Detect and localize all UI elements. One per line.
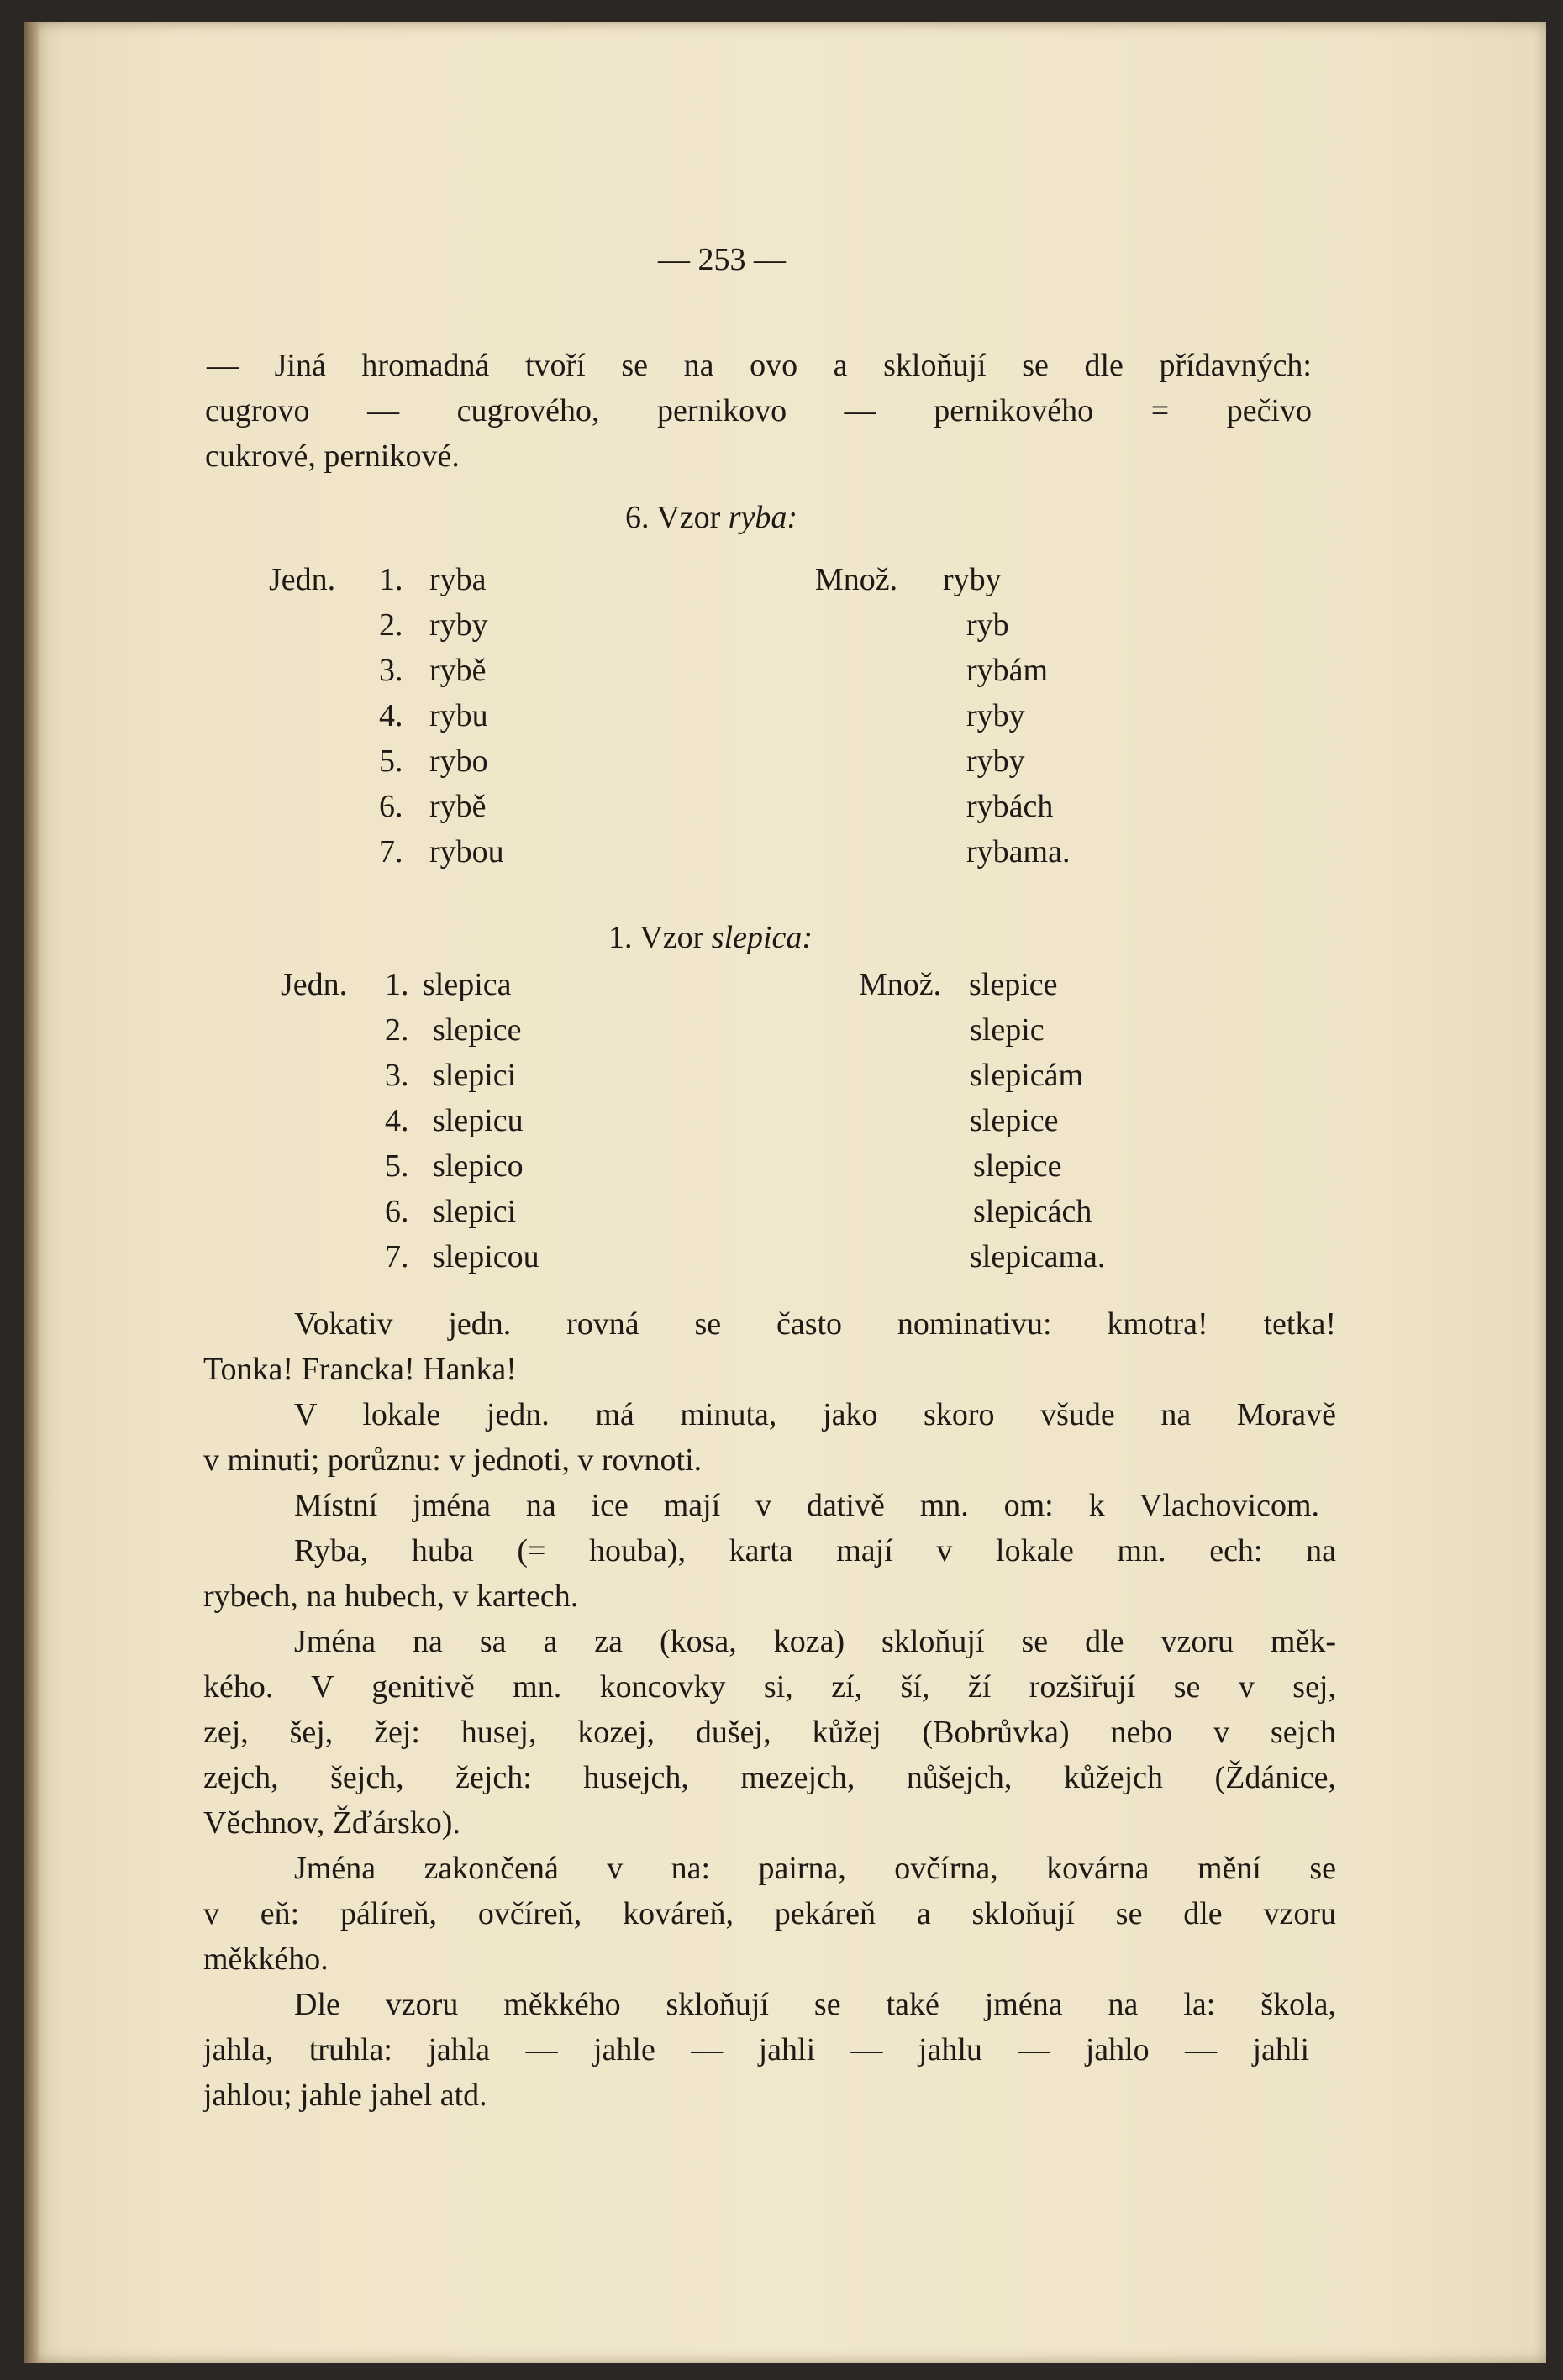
ryba-heading-prefix: 6. Vzor: [625, 500, 721, 535]
slepica-plural-form: slepice: [970, 1103, 1059, 1138]
slepica-plural-form: slepic: [970, 1012, 1045, 1048]
slepica-singular-form: slepici: [433, 1058, 517, 1093]
ryba-heading: [625, 495, 797, 540]
ryba-singular-form: ryby: [429, 607, 488, 643]
intro-line-3: cukrové, pernikové.: [205, 439, 460, 474]
ryba-plural-form: rybách: [966, 789, 1054, 824]
slepica-plural-form: slepice: [973, 1148, 1062, 1184]
slepica-plural-form: slepicám: [970, 1058, 1084, 1093]
ryba-singular-form: rybo: [429, 743, 488, 779]
ryba-plural-form: ryby: [943, 562, 1002, 597]
ryba-case-number: 2.: [379, 607, 403, 643]
slepica-singular-label: Jedn.: [281, 967, 348, 1002]
ryba-case-number: 5.: [379, 743, 403, 779]
slepica-heading-word: slepica:: [711, 920, 813, 955]
slepica-case-number: 5.: [385, 1148, 409, 1184]
ryba-singular-form: rybou: [429, 834, 504, 870]
body-line: jahla, truhla: jahla — jahle — jahli — jahlu — jahlo — jahli: [203, 2032, 1309, 2067]
slepica-case-number: 6.: [385, 1194, 409, 1229]
ryba-plural-form: ryby: [966, 698, 1025, 733]
body-line: kého. V genitivě mn. koncovky si, zí, ší, ží rozšiřují se v sej,: [203, 1669, 1336, 1705]
page-number: — 253 —: [658, 242, 786, 277]
body-line: Tonka! Francka! Hanka!: [203, 1352, 517, 1387]
slepica-plural-form: slepice: [969, 967, 1058, 1002]
body-line: Místní jména na ice mají v dativě mn. om: k Vlachovicom.: [294, 1488, 1319, 1523]
body-line: Dle vzoru měkkého skloňují se také jména na la: škola,: [294, 1987, 1336, 2022]
ryba-case-number: 6.: [379, 789, 403, 824]
body-line: rybech, na hubech, v kartech.: [203, 1579, 579, 1614]
slepica-heading-prefix: 1. Vzor: [608, 920, 704, 955]
body-line: V lokale jedn. má minuta, jako skoro všude na Moravě: [294, 1397, 1336, 1432]
slepica-case-number: 1.: [385, 967, 409, 1002]
ryba-heading-word: ryba:: [728, 500, 798, 535]
ryba-case-number: 7.: [379, 834, 403, 870]
body-line: v minuti; porůznu: v jednoti, v rovnoti.: [203, 1442, 703, 1478]
slepica-singular-form: slepici: [433, 1194, 517, 1229]
slepica-plural-form: slepicách: [973, 1194, 1092, 1229]
ryba-singular-form: rybě: [429, 653, 487, 688]
intro-line-2: cugrovo — cugrového, pernikovo — pernikového = pečivo: [205, 393, 1312, 428]
ryba-plural-label: Množ.: [815, 562, 898, 597]
ryba-plural-form: rybama.: [966, 834, 1071, 870]
ryba-case-number: 1.: [379, 562, 403, 597]
slepica-case-number: 2.: [385, 1012, 409, 1048]
body-line: Jména zakončená v na: pairna, ovčírna, kovárna mění se: [294, 1851, 1336, 1886]
body-line: měkkého.: [203, 1941, 329, 1977]
slepica-singular-form: slepico: [433, 1148, 524, 1184]
ryba-singular-form: rybu: [429, 698, 488, 733]
ryba-singular-form: ryba: [429, 562, 487, 597]
ryba-plural-form: ryby: [966, 743, 1025, 779]
slepica-case-number: 4.: [385, 1103, 409, 1138]
body-line: jahlou; jahle jahel atd.: [203, 2078, 487, 2113]
slepica-plural-form: slepicama.: [970, 1239, 1106, 1274]
slepica-plural-label: Množ.: [859, 967, 942, 1002]
ryba-plural-form: rybám: [966, 653, 1049, 688]
ryba-case-number: 3.: [379, 653, 403, 688]
slepica-case-number: 3.: [385, 1058, 409, 1093]
slepica-heading: [608, 915, 813, 960]
slepica-singular-form: slepicu: [433, 1103, 524, 1138]
slepica-case-number: 7.: [385, 1239, 409, 1274]
slepica-singular-form: slepicou: [433, 1239, 539, 1274]
ryba-singular-label: Jedn.: [269, 562, 336, 597]
body-line: zejch, šejch, žejch: husejch, mezejch, nůšejch, kůžejch (Ždánice,: [203, 1760, 1336, 1795]
slepica-singular-form: slepice: [433, 1012, 522, 1048]
binding-gutter: [24, 22, 40, 2363]
book-page: [24, 22, 1546, 2363]
slepica-singular-form: slepica: [423, 967, 512, 1002]
ryba-singular-form: rybě: [429, 789, 487, 824]
body-line: v eň: pálíreň, ovčíreň, kováreň, pekáreň a skloňují se dle vzoru: [203, 1896, 1336, 1931]
body-line: zej, šej, žej: husej, kozej, dušej, kůžej (Bobrůvka) nebo v sejch: [203, 1715, 1336, 1750]
body-line: Věchnov, Žďársko).: [203, 1805, 460, 1841]
body-line: Vokativ jedn. rovná se často nominativu: kmotra! tetka!: [294, 1306, 1336, 1342]
ryba-plural-form: ryb: [966, 607, 1009, 643]
body-line: Jména na sa a za (kosa, koza) skloňují se dle vzoru měk-: [294, 1624, 1336, 1659]
intro-line-1: — Jiná hromadná tvoří se na ovo a skloňují se dle přídavných:: [207, 348, 1312, 383]
ryba-case-number: 4.: [379, 698, 403, 733]
body-line: Ryba, huba (= houba), karta mají v lokale mn. ech: na: [294, 1533, 1336, 1568]
